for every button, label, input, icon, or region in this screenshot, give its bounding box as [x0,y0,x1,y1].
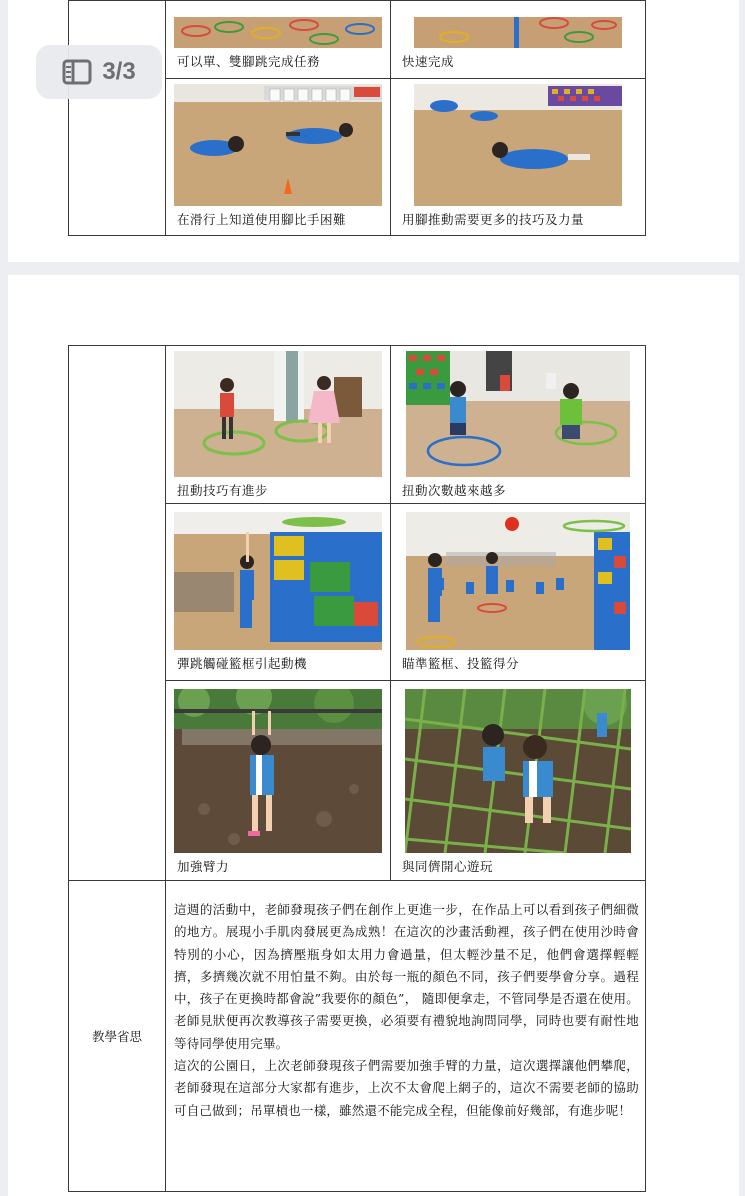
page-indicator[interactable] [36,45,162,99]
photo-cell [166,346,391,504]
photo-caption: 快速完成 [402,54,455,69]
reflection-label: 教學省思 [69,881,166,1192]
photo-caption: 加強臂力 [177,859,230,874]
photo-cell [166,681,391,881]
activity-photo-table-1 [68,0,646,236]
photo-cell [166,79,391,236]
photo-shoot-basket [406,512,630,650]
photo-jump-touch-hoop [174,512,382,650]
photo-rope-net-climb [405,689,631,853]
photo-caption: 可以單、雙腳跳完成任務 [177,54,321,69]
photo-monkey-bars [174,689,382,853]
photo-cell [391,346,646,504]
photo-caption: 扭動次數越來越多 [402,483,507,498]
activity-photo-table-2 [68,345,646,1192]
document-page-1 [8,0,739,262]
photo-cell [166,1,391,79]
label-cell-empty [69,346,166,881]
photo-caption: 與同儕開心遊玩 [402,859,494,874]
photo-cell [391,504,646,681]
document-pages-icon [62,59,92,85]
photo-hula-hoop-group [406,351,630,477]
photo-caption: 彈跳觸碰籃框引起動機 [177,656,308,671]
photo-hoop-run [414,17,622,48]
document-page-2 [8,275,739,1196]
reflection-text [166,881,646,1192]
photo-caption: 在滑行上知道使用腳比手困難 [177,212,347,227]
photo-scooter-push [414,84,622,206]
photo-cell [391,681,646,881]
photo-cell [391,79,646,236]
page-indicator-text: 3/3 [102,58,136,85]
photo-hula-hoop-twist [174,351,382,477]
label-cell-empty [69,1,166,236]
photo-scooter-slide [174,84,382,206]
photo-hoop-jumping [174,17,382,48]
photo-cell [166,504,391,681]
photo-caption: 用腳推動需要更多的技巧及力量 [402,212,585,227]
photo-caption: 扭動技巧有進步 [177,483,269,498]
photo-cell [391,1,646,79]
reflection-paragraph: 這週的活動中，老師發現孩子們在創作上更進一步，在作品上可以看到孩子們細微的地方。展現小手肌肉發展更為成熟！在這次的沙畫活動裡，孩子們在使用沙時會特別的小心，因為擠壓瓶身如太用力會過量，但太輕沙量不足，他們會選擇輕輕擠，多擠幾次就不用怕量不夠。由於每一瓶的顏色不同，孩子們要學會分享。過程中，孩子在更換時都會說”我要你的顏色”， 隨即便拿走，不管同學是否還在使用。老師見狀便再次教導孩子需要更換，必須要有禮貌地詢問同學，同時也要有耐性地等待同學使用完畢。 [174,902,639,1051]
photo-caption: 瞄準籃框、投籃得分 [402,656,520,671]
reflection-paragraph: 這次的公園日，上次老師發現孩子們需要加強手臂的力量，這次選擇讓他們攀爬，老師發現在這部分大家都有進步，上次不太會爬上網子的，這次不需要老師的協助可自己做到；吊單槓也一樣，雖然還不能完成全程，但能像前好幾部，有進步呢！ [174,1058,639,1118]
